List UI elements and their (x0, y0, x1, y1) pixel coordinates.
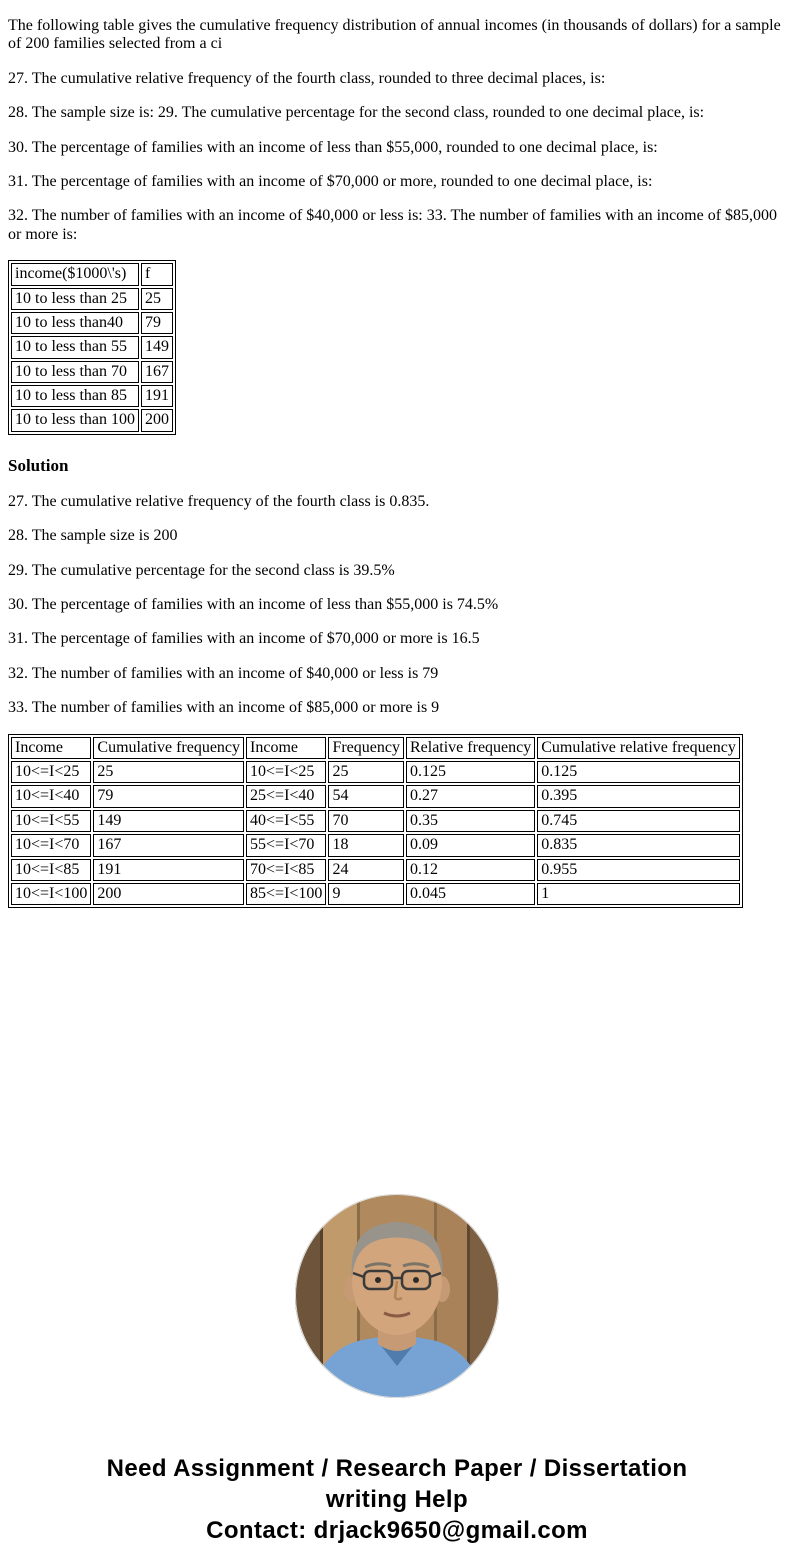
cell: 0.045 (406, 883, 535, 905)
cell-f: 149 (141, 336, 173, 358)
table-row (11, 409, 173, 431)
cell: 0.955 (537, 859, 740, 881)
cell: 0.27 (406, 785, 535, 807)
cell: 54 (328, 785, 404, 807)
cell: 79 (93, 785, 244, 807)
footer-promo (72, 1454, 722, 1546)
instructor-photo (294, 1193, 500, 1399)
cell: 10<=I<85 (11, 859, 91, 881)
col-header-f: f (141, 263, 173, 285)
table-row (11, 288, 173, 310)
cell: 10<=I<100 (11, 883, 91, 905)
cell: 25 (93, 761, 244, 783)
solution-table (8, 734, 743, 909)
question-32-33: 32. The number of families with an income of $40,000 or less is: 33. The number of families with an income of $85,000 or more is: (8, 207, 778, 243)
table-header-row (11, 737, 740, 759)
cell: 10<=I<55 (11, 810, 91, 832)
question-31: 31. The percentage of families with an income of $70,000 or more, rounded to one decimal place, is: (8, 172, 653, 190)
answer-29: 29. The cumulative percentage for the second class is 39.5% (8, 561, 395, 579)
answer-27: 27. The cumulative relative frequency of the fourth class is 0.835. (8, 492, 430, 510)
table-row (11, 785, 740, 807)
table-row (11, 761, 740, 783)
cell-f: 167 (141, 361, 173, 383)
footer-help-text: Need Assignment / Research Paper / Dissertation writing Help (106, 1455, 688, 1514)
cell-class: 10 to less than 70 (11, 361, 139, 383)
cell: 10<=I<25 (11, 761, 91, 783)
cell: 0.09 (406, 834, 535, 856)
cell: 55<=I<70 (246, 834, 326, 856)
cell: 85<=I<100 (246, 883, 326, 905)
cell: 10<=I<70 (11, 834, 91, 856)
col-header-cumulative-relative-frequency: Cumulative relative frequency (537, 737, 740, 759)
cell-class: 10 to less than 25 (11, 288, 139, 310)
cell: 0.35 (406, 810, 535, 832)
cell: 1 (537, 883, 740, 905)
cell: 24 (328, 859, 404, 881)
cell: 40<=I<55 (246, 810, 326, 832)
cell: 18 (328, 834, 404, 856)
col-header-income-1: Income (11, 737, 91, 759)
table-row (11, 361, 173, 383)
cell-f: 25 (141, 288, 173, 310)
cell-class: 10 to less than 55 (11, 336, 139, 358)
answer-32: 32. The number of families with an income of $40,000 or less is 79 (8, 664, 439, 682)
table-row (11, 883, 740, 905)
table-row (11, 810, 740, 832)
intro-paragraph: The following table gives the cumulative frequency distribution of annual incomes (in thousands of dollars) for a sample of 200 families selected from a ci (8, 17, 781, 53)
col-header-income-2: Income (246, 737, 326, 759)
table-row (11, 834, 740, 856)
col-header-income: income($1000\'s) (11, 263, 139, 285)
cell: 9 (328, 883, 404, 905)
table-header-row (11, 263, 173, 285)
cell: 191 (93, 859, 244, 881)
cell: 25 (328, 761, 404, 783)
footer-contact-email: Contact: drjack9650@gmail.com (206, 1516, 588, 1544)
cell: 0.395 (537, 785, 740, 807)
cell: 0.125 (406, 761, 535, 783)
cumulative-frequency-table (8, 260, 176, 435)
cell: 10<=I<25 (246, 761, 326, 783)
table-row (11, 385, 173, 407)
cell-class: 10 to less than 85 (11, 385, 139, 407)
cell-f: 79 (141, 312, 173, 334)
col-header-relative-frequency: Relative frequency (406, 737, 535, 759)
answer-31: 31. The percentage of families with an income of $70,000 or more is 16.5 (8, 630, 480, 648)
answer-33: 33. The number of families with an income of $85,000 or more is 9 (8, 699, 440, 717)
question-28-29: 28. The sample size is: 29. The cumulative percentage for the second class, rounded to one decimal place, is: (8, 104, 705, 122)
cell: 0.12 (406, 859, 535, 881)
col-header-frequency: Frequency (328, 737, 404, 759)
col-header-cumulative-frequency: Cumulative frequency (93, 737, 244, 759)
question-27: 27. The cumulative relative frequency of the fourth class, rounded to three decimal places, is: (8, 69, 606, 87)
cell-f: 191 (141, 385, 173, 407)
answer-30: 30. The percentage of families with an income of less than $55,000 is 74.5% (8, 596, 499, 614)
cell: 200 (93, 883, 244, 905)
cell: 25<=I<40 (246, 785, 326, 807)
cell-f: 200 (141, 409, 173, 431)
solution-heading: Solution (8, 455, 69, 475)
cell: 0.125 (537, 761, 740, 783)
question-30: 30. The percentage of families with an income of less than $55,000, rounded to one decimal place, is: (8, 138, 658, 156)
cell: 0.745 (537, 810, 740, 832)
table-row (11, 312, 173, 334)
table-row (11, 336, 173, 358)
cell: 70 (328, 810, 404, 832)
cell: 149 (93, 810, 244, 832)
table-row (11, 859, 740, 881)
cell: 0.835 (537, 834, 740, 856)
cell-class: 10 to less than40 (11, 312, 139, 334)
cell: 70<=I<85 (246, 859, 326, 881)
cell-class: 10 to less than 100 (11, 409, 139, 431)
cell: 10<=I<40 (11, 785, 91, 807)
cell: 167 (93, 834, 244, 856)
avatar-section (8, 1193, 786, 1404)
answer-28: 28. The sample size is 200 (8, 527, 178, 545)
